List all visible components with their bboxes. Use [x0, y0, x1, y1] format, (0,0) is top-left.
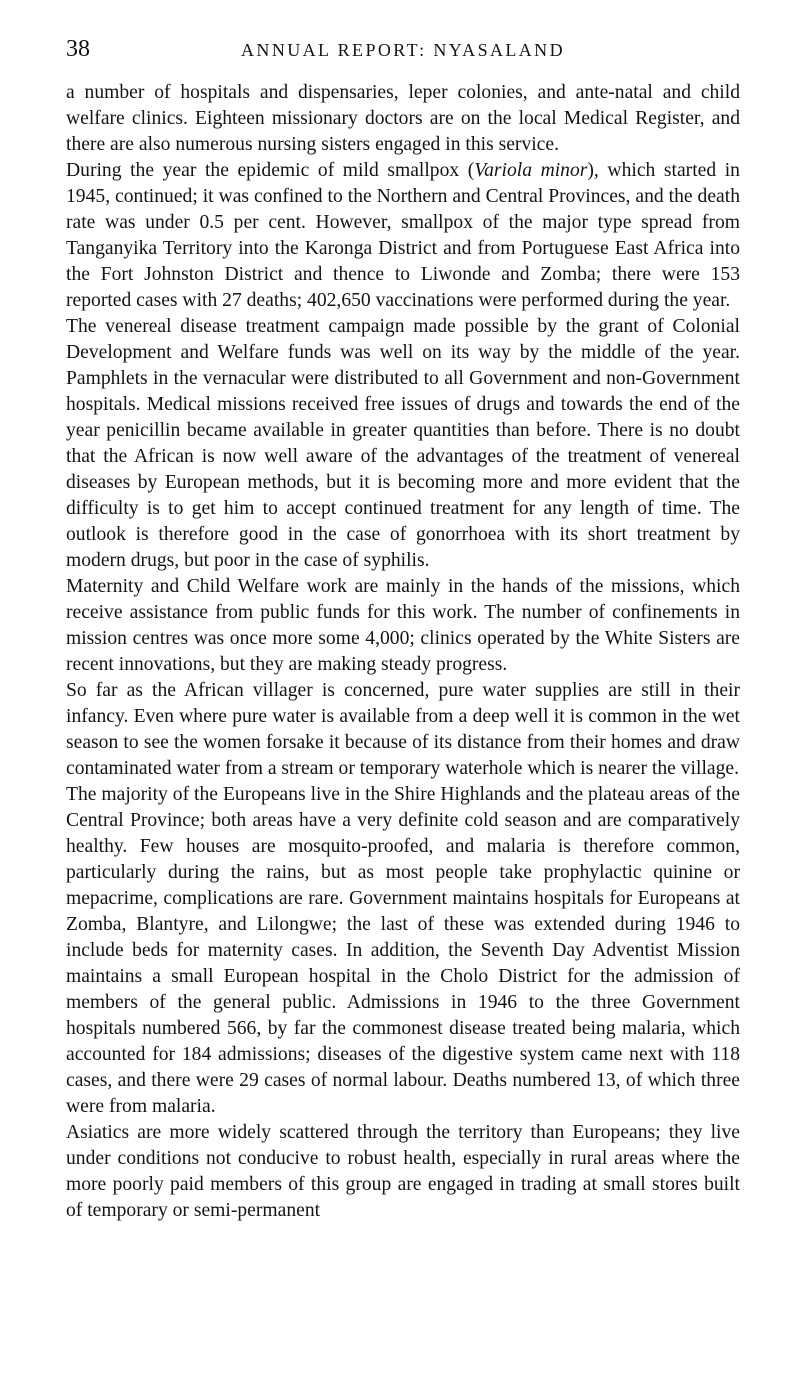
- page-number: 38: [66, 36, 90, 62]
- paragraph-europeans: The majority of the Europeans live in the Shire Highlands and the plateau areas of the Central Province; both areas have a very definite cold season and are comparatively healthy. Few houses are mosquito-proofed, and malaria is therefore common, particularly during the rains, but as most people take prophylactic quinine or mepacrime, complications are rare. Government maintains hospitals for Europeans at Zomba, Blantyre, and Lilongwe; the last of these was extended during 1946 to include beds for maternity cases. In addition, the Seventh Day Adventist Mission maintains a small European hospital in the Cholo District for the admission of members of the general public. Admissions in 1946 to the three Government hospitals numbered 566, by far the commonest disease treated being malaria, which accounted for 184 admissions; diseases of the digestive system came next with 118 cases, and there were 29 cases of normal labour. Deaths numbered 13, of which three were from malaria.: [66, 784, 740, 1117]
- paragraph-smallpox: [66, 158, 740, 314]
- paragraph-smallpox-rest: ), which started in 1945, continued; it was confined to the Northern and Central Provinces, and the death rate was under 0.5 per cent. However, smallpox of the major type spread from Tanganyika Territory into the Karonga District and from Portuguese East Africa into the Fort Johnston District and thence to Liwonde and Zomba; there were 153 reported cases with 27 deaths; 402,650 vaccinations were performed during the year.: [66, 160, 740, 311]
- paragraph-medical-missions: a number of hospitals and dispensaries, leper colonies, and ante-natal and child welfare clinics. Eighteen missionary doctors are on the local Medical Register, and there are also numerous nursing sisters engaged in this service.: [66, 82, 740, 155]
- running-head: ANNUAL REPORT: NYASALAND: [241, 40, 565, 60]
- paragraph-venereal-disease: The venereal disease treatment campaign made possible by the grant of Colonial Development and Welfare funds was well on its way by the middle of the year. Pamphlets in the vernacular were distributed to all Government and non-Government hospitals. Medical missions received free issues of drugs and towards the end of the year penicillin became available in greater quantities than before. There is no doubt that the African is now well aware of the advantages of the treatment of venereal diseases by European methods, but it is becoming more and more evident that the difficulty is to get him to accept continued treatment for any length of time. The outlook is therefore good in the case of gonorrhoea with its short treatment by modern drugs, but poor in the case of syphilis.: [66, 316, 740, 571]
- page-header: [66, 34, 740, 64]
- paragraph-maternity: Maternity and Child Welfare work are mainly in the hands of the missions, which receive assistance from public funds for this work. The number of confinements in mission centres was once more some 4,000; clinics operated by the White Sisters are recent innovations, but they are making steady progress.: [66, 576, 740, 675]
- paragraph-water-supplies: So far as the African villager is concerned, pure water supplies are still in their infancy. Even where pure water is available from a deep well it is common in the wet season to see the women forsake it because of its distance from their homes and draw contaminated water from a stream or temporary waterhole which is nearer the village.: [66, 680, 740, 779]
- variola-minor-term: Variola minor: [474, 160, 588, 181]
- body-text: [66, 80, 740, 1224]
- paragraph-asiatics: Asiatics are more widely scattered through the territory than Europeans; they live under conditions not conducive to robust health, especially in rural areas where the more poorly paid members of this group are engaged in trading at small stores built of temporary or semi-permanent: [66, 1122, 740, 1221]
- paragraph-smallpox-lead: During the year the epidemic of mild smallpox (: [66, 160, 475, 181]
